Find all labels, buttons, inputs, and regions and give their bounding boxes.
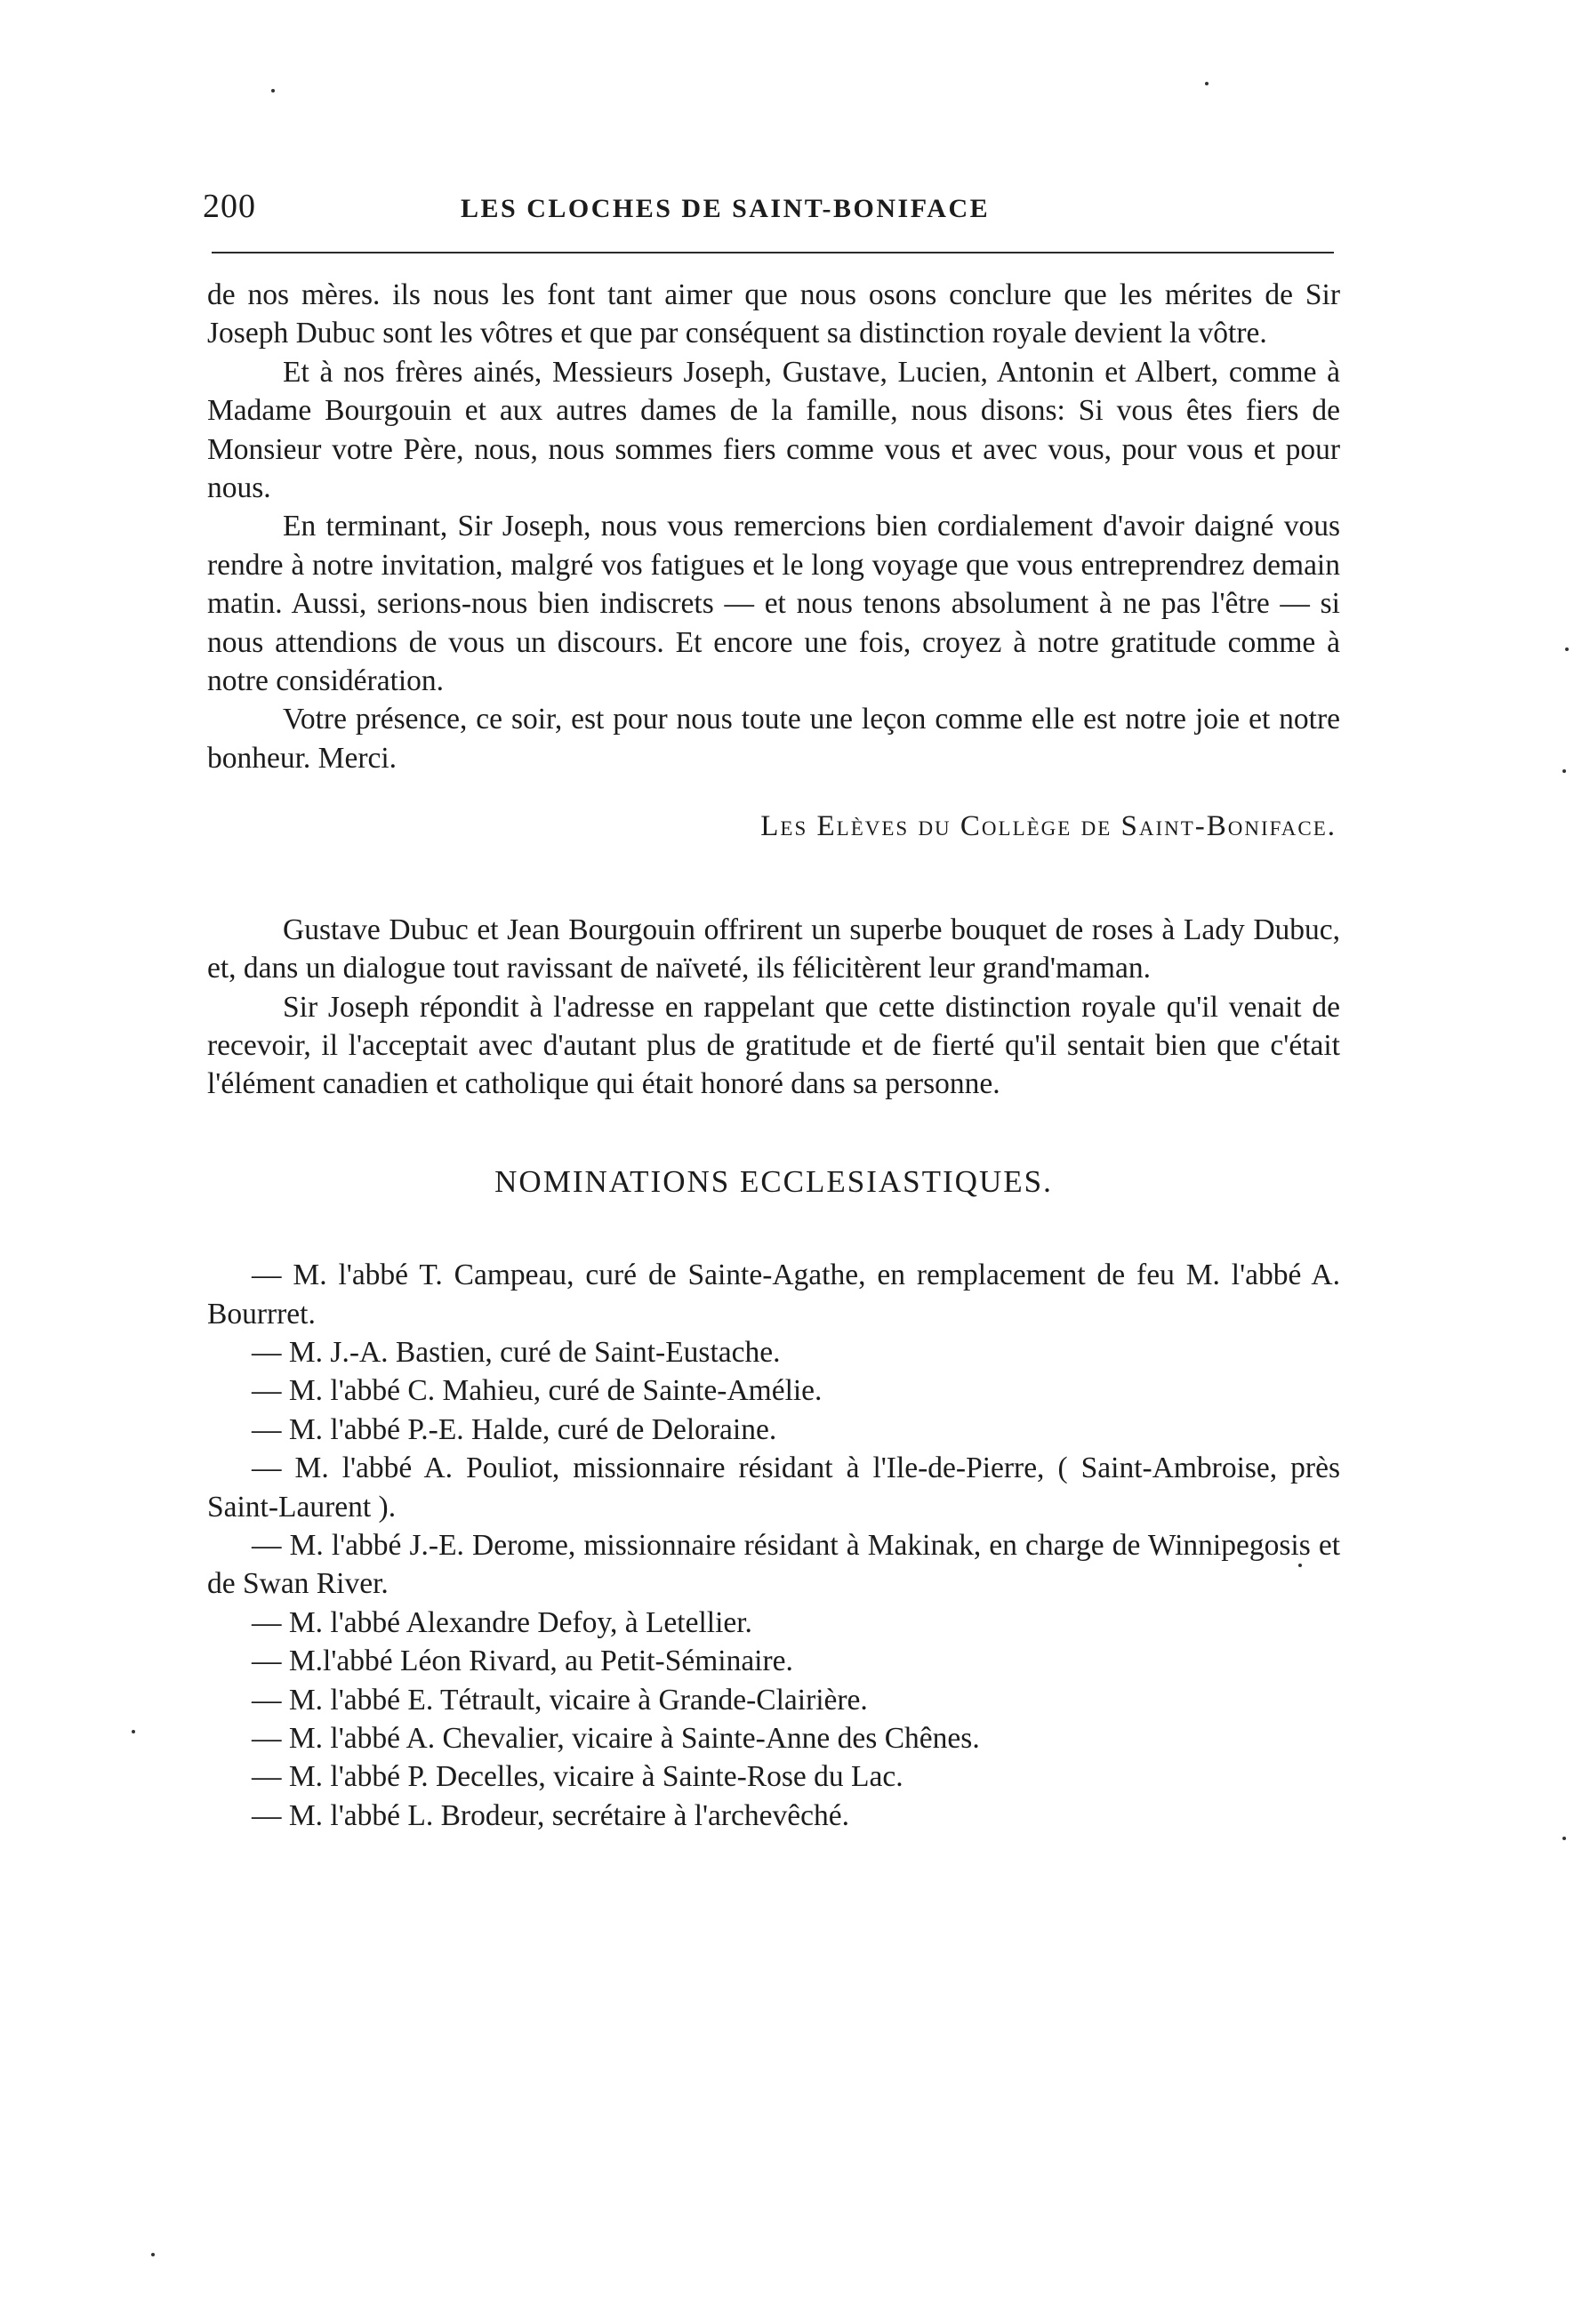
nominations-title: NOMINATIONS ECCLESIASTIQUES. — [494, 1163, 1053, 1199]
nomination-item: — M. l'abbé P.-E. Halde, curé de Deloraine. — [252, 1412, 777, 1446]
address-paragraph: Et à nos frères ainés, Messieurs Joseph, Gustave, Lucien, Antonin et Albert, comme à Madame Bourgouin et aux autres dames de la famille, nous disons: Si vous êtes fiers de Monsieur votre Père, nous, nous sommes fiers comme vous et avec vous, pour vous et pour nous. — [207, 355, 1340, 505]
nomination-item: — M. l'abbé Alexandre Defoy, à Letellier. — [252, 1605, 752, 1639]
address-section — [207, 276, 1340, 847]
scan-speck — [1205, 82, 1209, 85]
narrative-section — [207, 911, 1340, 1104]
nominations-list — [207, 1256, 1340, 1835]
running-title: LES CLOCHES DE SAINT-BONIFACE — [461, 194, 991, 223]
nomination-item: — M. J.-A. Bastien, curé de Saint-Eustache. — [252, 1335, 781, 1369]
page-header — [203, 187, 1350, 240]
nomination-item: — M. l'abbé A. Pouliot, missionnaire résidant à l'Ile-de-Pierre, ( Saint-Ambroise, près Saint-Laurent ). — [207, 1451, 1340, 1524]
nomination-item: — M. l'abbé T. Campeau, curé de Sainte-Agathe, en remplacement de feu M. l'abbé A. Bourrret. — [207, 1258, 1340, 1331]
nomination-item: — M. l'abbé A. Chevalier, vicaire à Sainte-Anne des Chênes. — [252, 1722, 980, 1755]
address-paragraph: En terminant, Sir Joseph, nous vous remercions bien cordialement d'avoir daigné vous rendre à notre invitation, malgré vos fatigues et le long voyage que vous entreprendrez demain matin. Aussi, serions-nous bien indiscrets — et nous tenons absolument à ne pas l'être — si nous attendions de vous un discours. Et encore une fois, croyez à notre gratitude comme à notre considération. — [207, 510, 1340, 698]
nomination-item: — M.l'abbé Léon Rivard, au Petit-Séminaire. — [252, 1644, 793, 1678]
nomination-item: — M. l'abbé P. Decelles, vicaire à Sainte-Rose du Lac. — [252, 1760, 903, 1794]
scan-speck — [151, 2253, 155, 2256]
narrative-paragraph: Sir Joseph répondit à l'adresse en rappelant que cette distinction royale qu'il venait de recevoir, il l'acceptait avec d'autant plus de gratitude et de fierté qu'il sentait bien que c'était l'élément canadien et catholique qui était honoré dans sa personne. — [207, 990, 1340, 1101]
nomination-item: — M. l'abbé J.-E. Derome, missionnaire résidant à Makinak, en charge de Winnipegosis et de Swan River. — [207, 1528, 1340, 1601]
scan-speck — [132, 1730, 135, 1733]
address-signature: Les Elèves du Collège de Saint-Boniface. — [760, 810, 1337, 843]
nomination-item: — M. l'abbé C. Mahieu, curé de Sainte-Amélie. — [252, 1374, 823, 1408]
scan-speck — [271, 89, 275, 92]
address-paragraph: de nos mères. ils nous les font tant aimer que nous osons conclure que les mérites de Sir Joseph Dubuc sont les vôtres et que par conséquent sa distinction royale devient la vôtre. — [207, 278, 1340, 350]
page-number: 200 — [203, 188, 256, 225]
scan-speck — [1562, 1837, 1566, 1840]
body-text — [207, 276, 1340, 1835]
section-spacer — [207, 847, 1340, 911]
header-rule — [212, 252, 1334, 253]
nomination-item: — M. l'abbé L. Brodeur, secrétaire à l'archevêché. — [252, 1798, 850, 1832]
narrative-paragraph: Gustave Dubuc et Jean Bourgouin offrirent un superbe bouquet de roses à Lady Dubuc, et, dans un dialogue tout ravissant de naïveté, ils félicitèrent leur grand'maman. — [207, 913, 1340, 985]
scan-speck — [1562, 769, 1566, 773]
nomination-item: — M. l'abbé E. Tétrault, vicaire à Grande-Clairière. — [252, 1683, 868, 1717]
scan-speck — [1298, 1564, 1302, 1567]
scan-speck — [1565, 647, 1569, 651]
address-paragraph: Votre présence, ce soir, est pour nous toute une leçon comme elle est notre joie et notre bonheur. Merci. — [207, 703, 1340, 775]
